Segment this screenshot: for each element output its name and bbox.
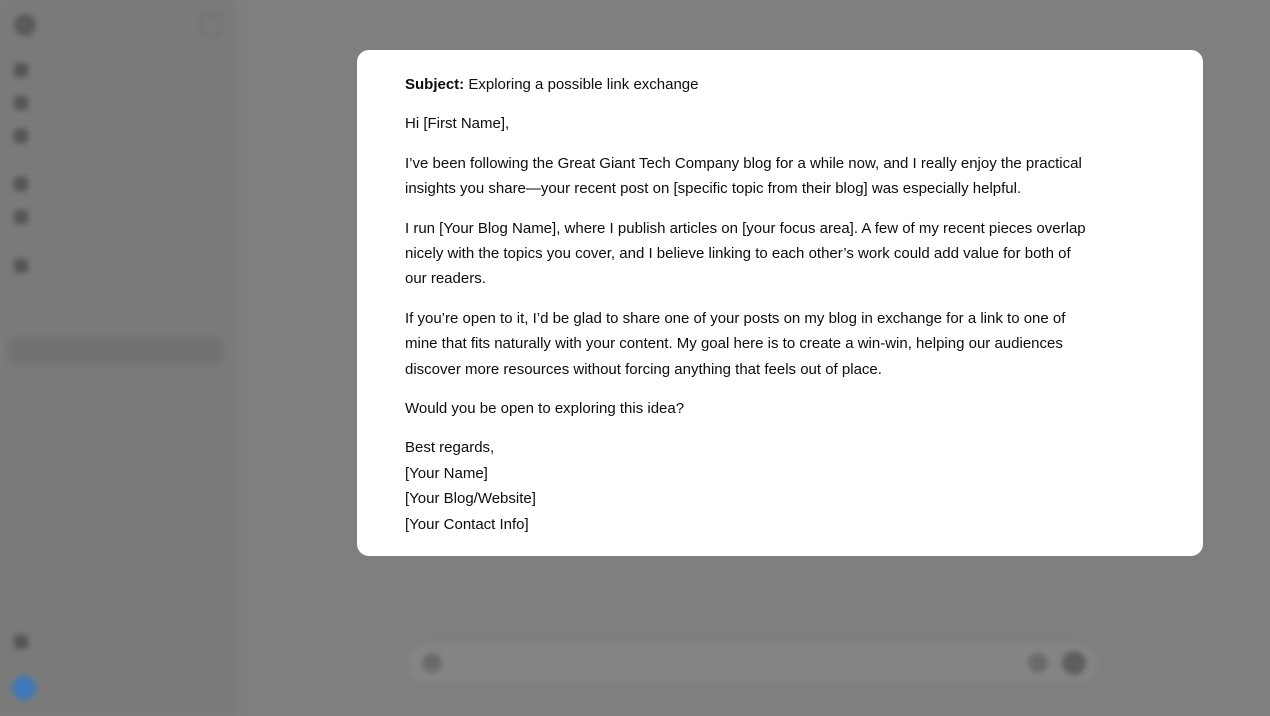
email-greeting: Hi [First Name], bbox=[405, 115, 510, 133]
send-icon bbox=[1062, 651, 1086, 675]
email-paragraph: I run [Your Blog Name], where I publish articles on [your focus area]. A few of my recent pieces overlap nicely with the topics you cover, and I believe linking to each other’s work could add value for both of our readers. bbox=[405, 219, 1086, 288]
email-subject bbox=[405, 72, 1155, 97]
sidebar-item bbox=[8, 498, 224, 526]
subject-text: Exploring a possible link exchange bbox=[464, 76, 699, 93]
search-icon bbox=[14, 96, 28, 110]
signature-website: [Your Blog/Website] bbox=[405, 490, 536, 508]
sidebar-item bbox=[8, 466, 224, 494]
sidebar-item bbox=[8, 89, 224, 117]
upgrade-icon bbox=[14, 635, 28, 649]
sidebar-item bbox=[8, 530, 224, 558]
email-preview-modal bbox=[357, 50, 1203, 556]
subject-label: Subject: bbox=[405, 76, 465, 93]
signature-contact: [Your Contact Info] bbox=[405, 515, 529, 533]
signoff: Best regards, bbox=[405, 439, 495, 457]
sidebar-item bbox=[8, 336, 224, 364]
sidebar-header bbox=[10, 10, 226, 40]
sidebar-item bbox=[8, 433, 224, 461]
avatar bbox=[12, 676, 36, 700]
sidebar-item bbox=[8, 56, 224, 84]
email-paragraph: If you’re open to it, I’d be glad to share one of your posts on my blog in exchange for a link to one of mine that fits naturally with your content. My goal here is to create a win-win, helping our audiences discover more resources without forcing anything that feels out of place. bbox=[405, 309, 1066, 378]
signature-name: [Your Name] bbox=[405, 464, 488, 482]
library-icon bbox=[14, 129, 28, 143]
sidebar-toggle-icon bbox=[200, 14, 222, 36]
sidebar-item bbox=[8, 122, 224, 150]
sidebar-item bbox=[8, 628, 224, 656]
composer bbox=[408, 644, 1098, 682]
logo-icon bbox=[14, 14, 36, 36]
grid-icon bbox=[14, 259, 28, 273]
app-icon bbox=[14, 210, 28, 224]
sidebar-item bbox=[8, 203, 224, 231]
mic-icon bbox=[1028, 653, 1048, 673]
app-icon bbox=[14, 177, 28, 191]
user-profile bbox=[8, 668, 224, 708]
email-paragraph: I’ve been following the Great Giant Tech Company blog for a while now, and I really enjoy the practical insights you share—your recent post on [specific topic from their blog] was especially helpful. bbox=[405, 154, 1082, 198]
sidebar-item bbox=[8, 368, 224, 396]
edit-icon bbox=[14, 63, 28, 77]
email-paragraph: Would you be open to exploring this idea? bbox=[405, 400, 685, 418]
sidebar-item bbox=[8, 401, 224, 429]
sidebar-item bbox=[8, 170, 224, 198]
sidebar bbox=[0, 0, 236, 716]
sidebar-item bbox=[8, 252, 224, 280]
topbar bbox=[236, 0, 1270, 48]
plus-icon bbox=[422, 653, 442, 673]
sidebar-item bbox=[8, 563, 224, 591]
email-signature bbox=[405, 435, 1155, 537]
